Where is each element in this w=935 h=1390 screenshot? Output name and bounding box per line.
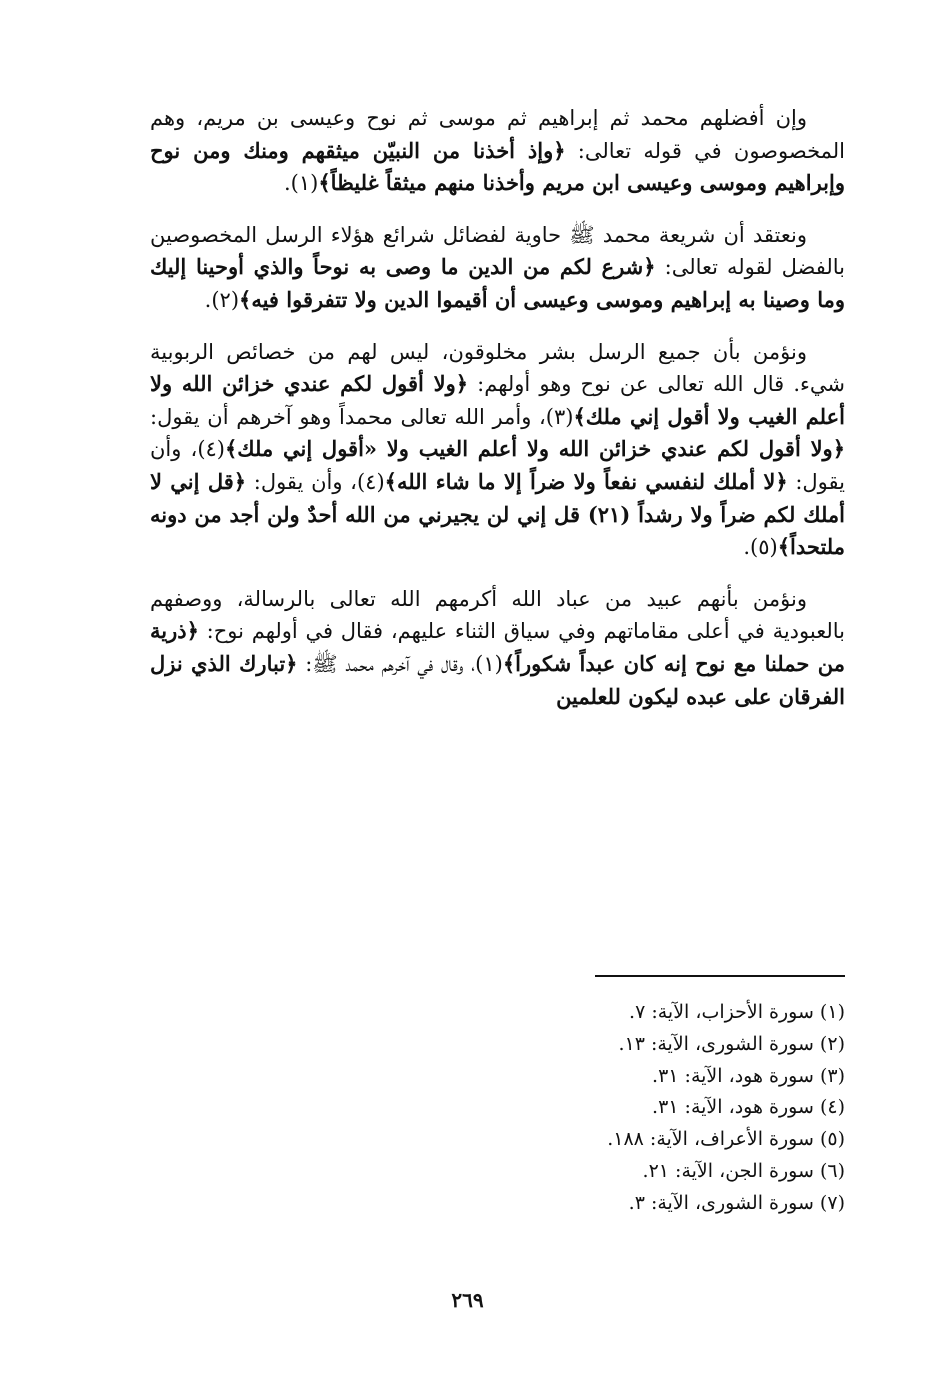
paragraph — [150, 336, 845, 564]
footnote: (١) سورة الأحزاب، الآية: ٧. — [629, 1001, 845, 1023]
body-text: ونؤمن بأنهم عبيد من عباد الله أكرمهم الله تعالى بالرسالة، ووصفهم بالعبودية في أعلى مقاماتهم وفي سياق الثناء عليهم، فقال في أولهم نوح: — [150, 586, 845, 644]
footnote-divider — [595, 975, 845, 977]
quran-verse: ﴿شرع لكم من الدين ما وصى به نوحاً والذي أوحينا إليك وما وصينا به إبراهيم وموسى وعيسى أن أقيموا الدين ولا تتفرقوا فيه﴾ — [150, 254, 845, 312]
footnote: (٧) سورة الشورى، الآية: ٣. — [628, 1191, 845, 1214]
quran-verse: ﴿تبارك الذي نزل الفرقان على عبده ليكون للعلمين — [150, 650, 845, 709]
body-text: (١). — [284, 171, 319, 196]
body-text: ونؤمن بأن جميع الرسل بشر مخلوقون، ليس لهم من خصائص الربوبية شيء. قال الله تعالى عن نوح وهو أولهم: — [150, 339, 845, 397]
paragraph — [150, 102, 845, 200]
body-text: (٤)، وأن يقول: — [246, 469, 385, 494]
footnote: (٥) سورة الأعراف، الآية: ١٨٨. — [607, 1128, 845, 1151]
main-text — [150, 102, 845, 732]
quran-verse: ﴿ولا أقول لكم عندي خزائن الله ولا أعلم الغيب ولا أقول إني ملك﴾ — [150, 371, 845, 429]
footnotes-list — [450, 997, 845, 1220]
footnote: (٦) سورة الجن، الآية: ٢١. — [642, 1159, 845, 1182]
body-text: (٤)، وأن يقول: — [150, 437, 845, 494]
footnote: (٤) سورة هود، الآية: ٣١. — [652, 1096, 845, 1119]
footnote: (٣) سورة هود، الآية: ٣١. — [652, 1064, 845, 1087]
quran-verse: ﴿قل إني لا أملك لكم ضراً ولا رشداً (٢١) قل إني لن يجيرني من الله أحدٌ ولن أجد من دونه ملتحداً﴾ — [150, 468, 845, 560]
page-number: ٢٦٩ — [451, 1288, 484, 1312]
body-text: (٢). — [204, 287, 240, 312]
paragraph — [150, 583, 845, 713]
paragraph — [150, 219, 845, 317]
quran-verse: ﴿ذرية من حملنا مع نوح إنه كان عبداً شكوراً﴾ — [150, 618, 845, 676]
quran-verse: ﴿ولا أقول لكم عندي خزائن الله ولا أعلم الغيب ولا «أقول إني ملك﴾ — [225, 436, 846, 462]
body-text: وإن أفضلهم محمد ثم إبراهيم ثم موسى ثم نوح وعيسى بن مريم، وهم المخصوصون في قوله تعالى: — [150, 106, 845, 163]
body-text: (١)، وقال في آخرهم محمد ﷺ: — [297, 651, 503, 676]
body-text: (٥). — [743, 535, 778, 560]
quran-verse: ﴿لا أملك لنفسي نفعاً ولا ضراً إلا ما شاء الله﴾ — [384, 468, 788, 494]
body-text: (٣)، وأمر الله تعالى محمداً وهو آخرهم أن يقول: — [150, 404, 574, 429]
body-text: ونعتقد أن شريعة محمد ﷺ حاوية لفضائل شرائع هؤلاء الرسل المخصوصين بالفضل لقوله تعالى: — [150, 222, 845, 280]
footnote: (٢) سورة الشورى، الآية: ١٣. — [618, 1032, 845, 1055]
quran-verse: ﴿وإذ أخذنا من النبيّن ميثقهم ومنك ومن نوح وإبراهيم وموسى وعيسى ابن مريم وأخذنا منهم ميثقاً غليظاً﴾ — [150, 137, 845, 196]
